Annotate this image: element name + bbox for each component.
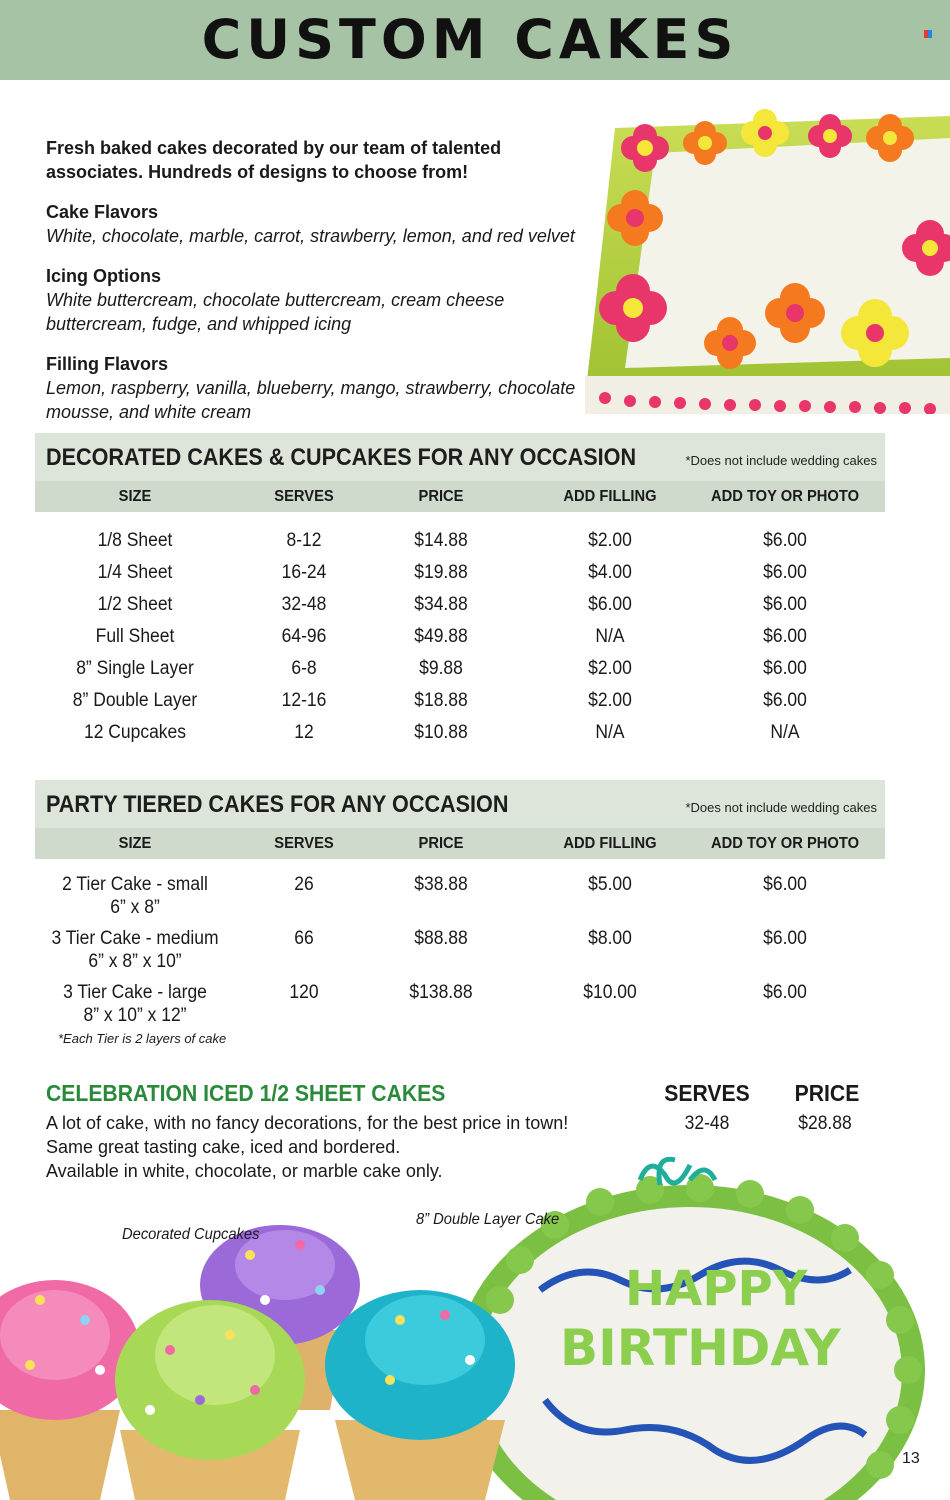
cell-add-filling: $2.00 [588,658,632,679]
cake-flavors-heading: Cake Flavors [46,202,159,222]
column-header-price: PRICE [418,835,464,852]
celebration-line: A lot of cake, with no fancy decorations, for the best price in town! [46,1113,569,1133]
cell-serves: 8-12 [286,530,322,551]
table-row [35,873,885,927]
cell-dimensions: 6” x 8” [110,897,160,918]
column-header-size: SIZE [118,488,152,505]
cell-size: 1/4 Sheet [97,562,173,583]
cell-add-toy: $6.00 [763,928,807,949]
bottom-photo-area [0,1150,950,1500]
cell-add-filling: $4.00 [588,562,632,583]
cell-serves: 12 [294,722,314,743]
flower-sheet-cake-illustration [585,108,950,414]
column-header-serves: SERVES [274,488,334,505]
table-row [35,558,885,590]
table-row [35,718,885,750]
decorated-section-header [35,433,885,481]
page-header [0,0,950,80]
cake-writing-birthday: BIRTHDAY [560,1319,841,1377]
celebration-title: CELEBRATION ICED 1/2 SHEET CAKES [46,1080,446,1106]
tiered-column-headers [35,828,885,859]
tiered-section-title: PARTY TIERED CAKES FOR ANY OCCASION [46,791,509,818]
cupcakes-and-birthday-cake-illustration [0,1150,950,1500]
cell-add-toy: $6.00 [763,626,807,647]
decorated-table-body [35,526,885,750]
cell-size: 8” Double Layer [72,690,198,711]
cell-serves: 6-8 [291,658,317,679]
filling-flavors-list: Lemon, raspberry, vanilla, blueberry, mango, strawberry, chocolate mousse, and white cream [46,378,576,422]
cell-price: $88.88 [414,928,468,949]
tiered-section-header [35,780,885,828]
column-header-size: SIZE [118,835,152,852]
cell-size: Full Sheet [95,626,175,647]
cell-add-toy: $6.00 [763,658,807,679]
cell-serves: 26 [294,874,314,895]
cell-serves: 64-96 [281,626,327,647]
decorated-section-title: DECORATED CAKES & CUPCAKES FOR ANY OCCASION [46,444,637,471]
table-row [35,526,885,558]
cell-price: $138.88 [409,982,473,1003]
column-header-add-filling: ADD FILLING [563,488,657,505]
cell-serves: 12-16 [281,690,327,711]
filling-flavors-heading: Filling Flavors [46,354,169,374]
icing-options-heading: Icing Options [46,266,161,286]
cell-dimensions: 8” x 10” x 12” [83,1005,187,1026]
celebration-line: Available in white, chocolate, or marble cake only. [46,1161,443,1181]
cell-price: $14.88 [414,530,468,551]
table-row [35,654,885,686]
table-row [35,622,885,654]
cell-price: $10.88 [414,722,468,743]
cell-add-filling: $2.00 [588,530,632,551]
cell-add-filling: $8.00 [588,928,632,949]
column-header-add-filling: ADD FILLING [563,835,657,852]
cell-price: $18.88 [414,690,468,711]
cell-size: 8” Single Layer [76,658,194,679]
cell-price: $49.88 [414,626,468,647]
tiered-wedding-note: *Does not include wedding cakes [685,800,877,815]
cell-add-filling: N/A [595,722,625,743]
cell-add-toy: $6.00 [763,982,807,1003]
cell-price: $19.88 [414,562,468,583]
celebration-price-label: PRICE [794,1080,860,1106]
cell-add-filling: N/A [595,626,625,647]
cell-add-filling: $5.00 [588,874,632,895]
cell-price: $34.88 [414,594,468,615]
cell-price: $38.88 [414,874,468,895]
cell-add-toy: $6.00 [763,874,807,895]
cell-price: $9.88 [419,658,463,679]
table-row [35,590,885,622]
column-header-add-toy-or-photo: ADD TOY OR PHOTO [710,488,860,505]
decorated-wedding-note: *Does not include wedding cakes [685,453,877,468]
column-header-add-toy-or-photo: ADD TOY OR PHOTO [710,835,860,852]
cake-writing-happy: HAPPY [625,1261,808,1317]
intro-lead: Fresh baked cakes decorated by our team of talented associates. Hundreds of designs to choose from! [46,138,502,182]
icing-options-list: White buttercream, chocolate buttercream, cream cheese buttercream, fudge, and whipped icing [46,290,505,334]
cake-flavors-list: White, chocolate, marble, carrot, strawberry, lemon, and red velvet [46,226,575,246]
tier-footnote: *Each Tier is 2 layers of cake [58,1031,227,1046]
cell-serves: 120 [289,982,319,1003]
cell-size: 1/2 Sheet [97,594,173,615]
cell-serves: 66 [294,928,314,949]
tiered-table-body [35,873,885,1035]
cell-dimensions: 6” x 8” x 10” [88,951,182,972]
page-number: 13 [902,1450,920,1467]
corner-mark [924,30,932,38]
cell-size: 3 Tier Cake - medium [51,928,219,949]
table-row [35,927,885,981]
cell-add-filling: $2.00 [588,690,632,711]
cell-add-filling: $6.00 [588,594,632,615]
cupcakes-caption: Decorated Cupcakes [122,1226,260,1243]
cell-add-toy: $6.00 [763,562,807,583]
column-header-serves: SERVES [274,835,334,852]
table-row [35,981,885,1035]
cell-add-toy: $6.00 [763,594,807,615]
column-header-price: PRICE [418,488,464,505]
cell-size: 2 Tier Cake - small [62,874,208,895]
celebration-price-value: $28.88 [798,1113,852,1134]
layer-cake-caption: 8” Double Layer Cake [416,1211,560,1228]
cell-size: 12 Cupcakes [83,722,187,743]
cell-add-toy: N/A [770,722,800,743]
cell-size: 3 Tier Cake - large [63,982,207,1003]
cell-size: 1/8 Sheet [97,530,173,551]
cell-serves: 32-48 [281,594,327,615]
cell-add-toy: $6.00 [763,530,807,551]
table-row [35,686,885,718]
celebration-serves-value: 32-48 [684,1113,730,1134]
celebration-serves-label: SERVES [664,1080,750,1106]
decorated-column-headers [35,481,885,512]
cell-add-filling: $10.00 [583,982,637,1003]
intro-block [46,136,586,424]
flower-sheet-cake-photo [585,108,950,414]
cell-serves: 16-24 [281,562,327,583]
page-title: CUSTOM CAKES [201,8,739,71]
celebration-line: Same great tasting cake, iced and bordered. [46,1137,401,1157]
cupcakes-photo [0,1225,515,1500]
cell-add-toy: $6.00 [763,690,807,711]
